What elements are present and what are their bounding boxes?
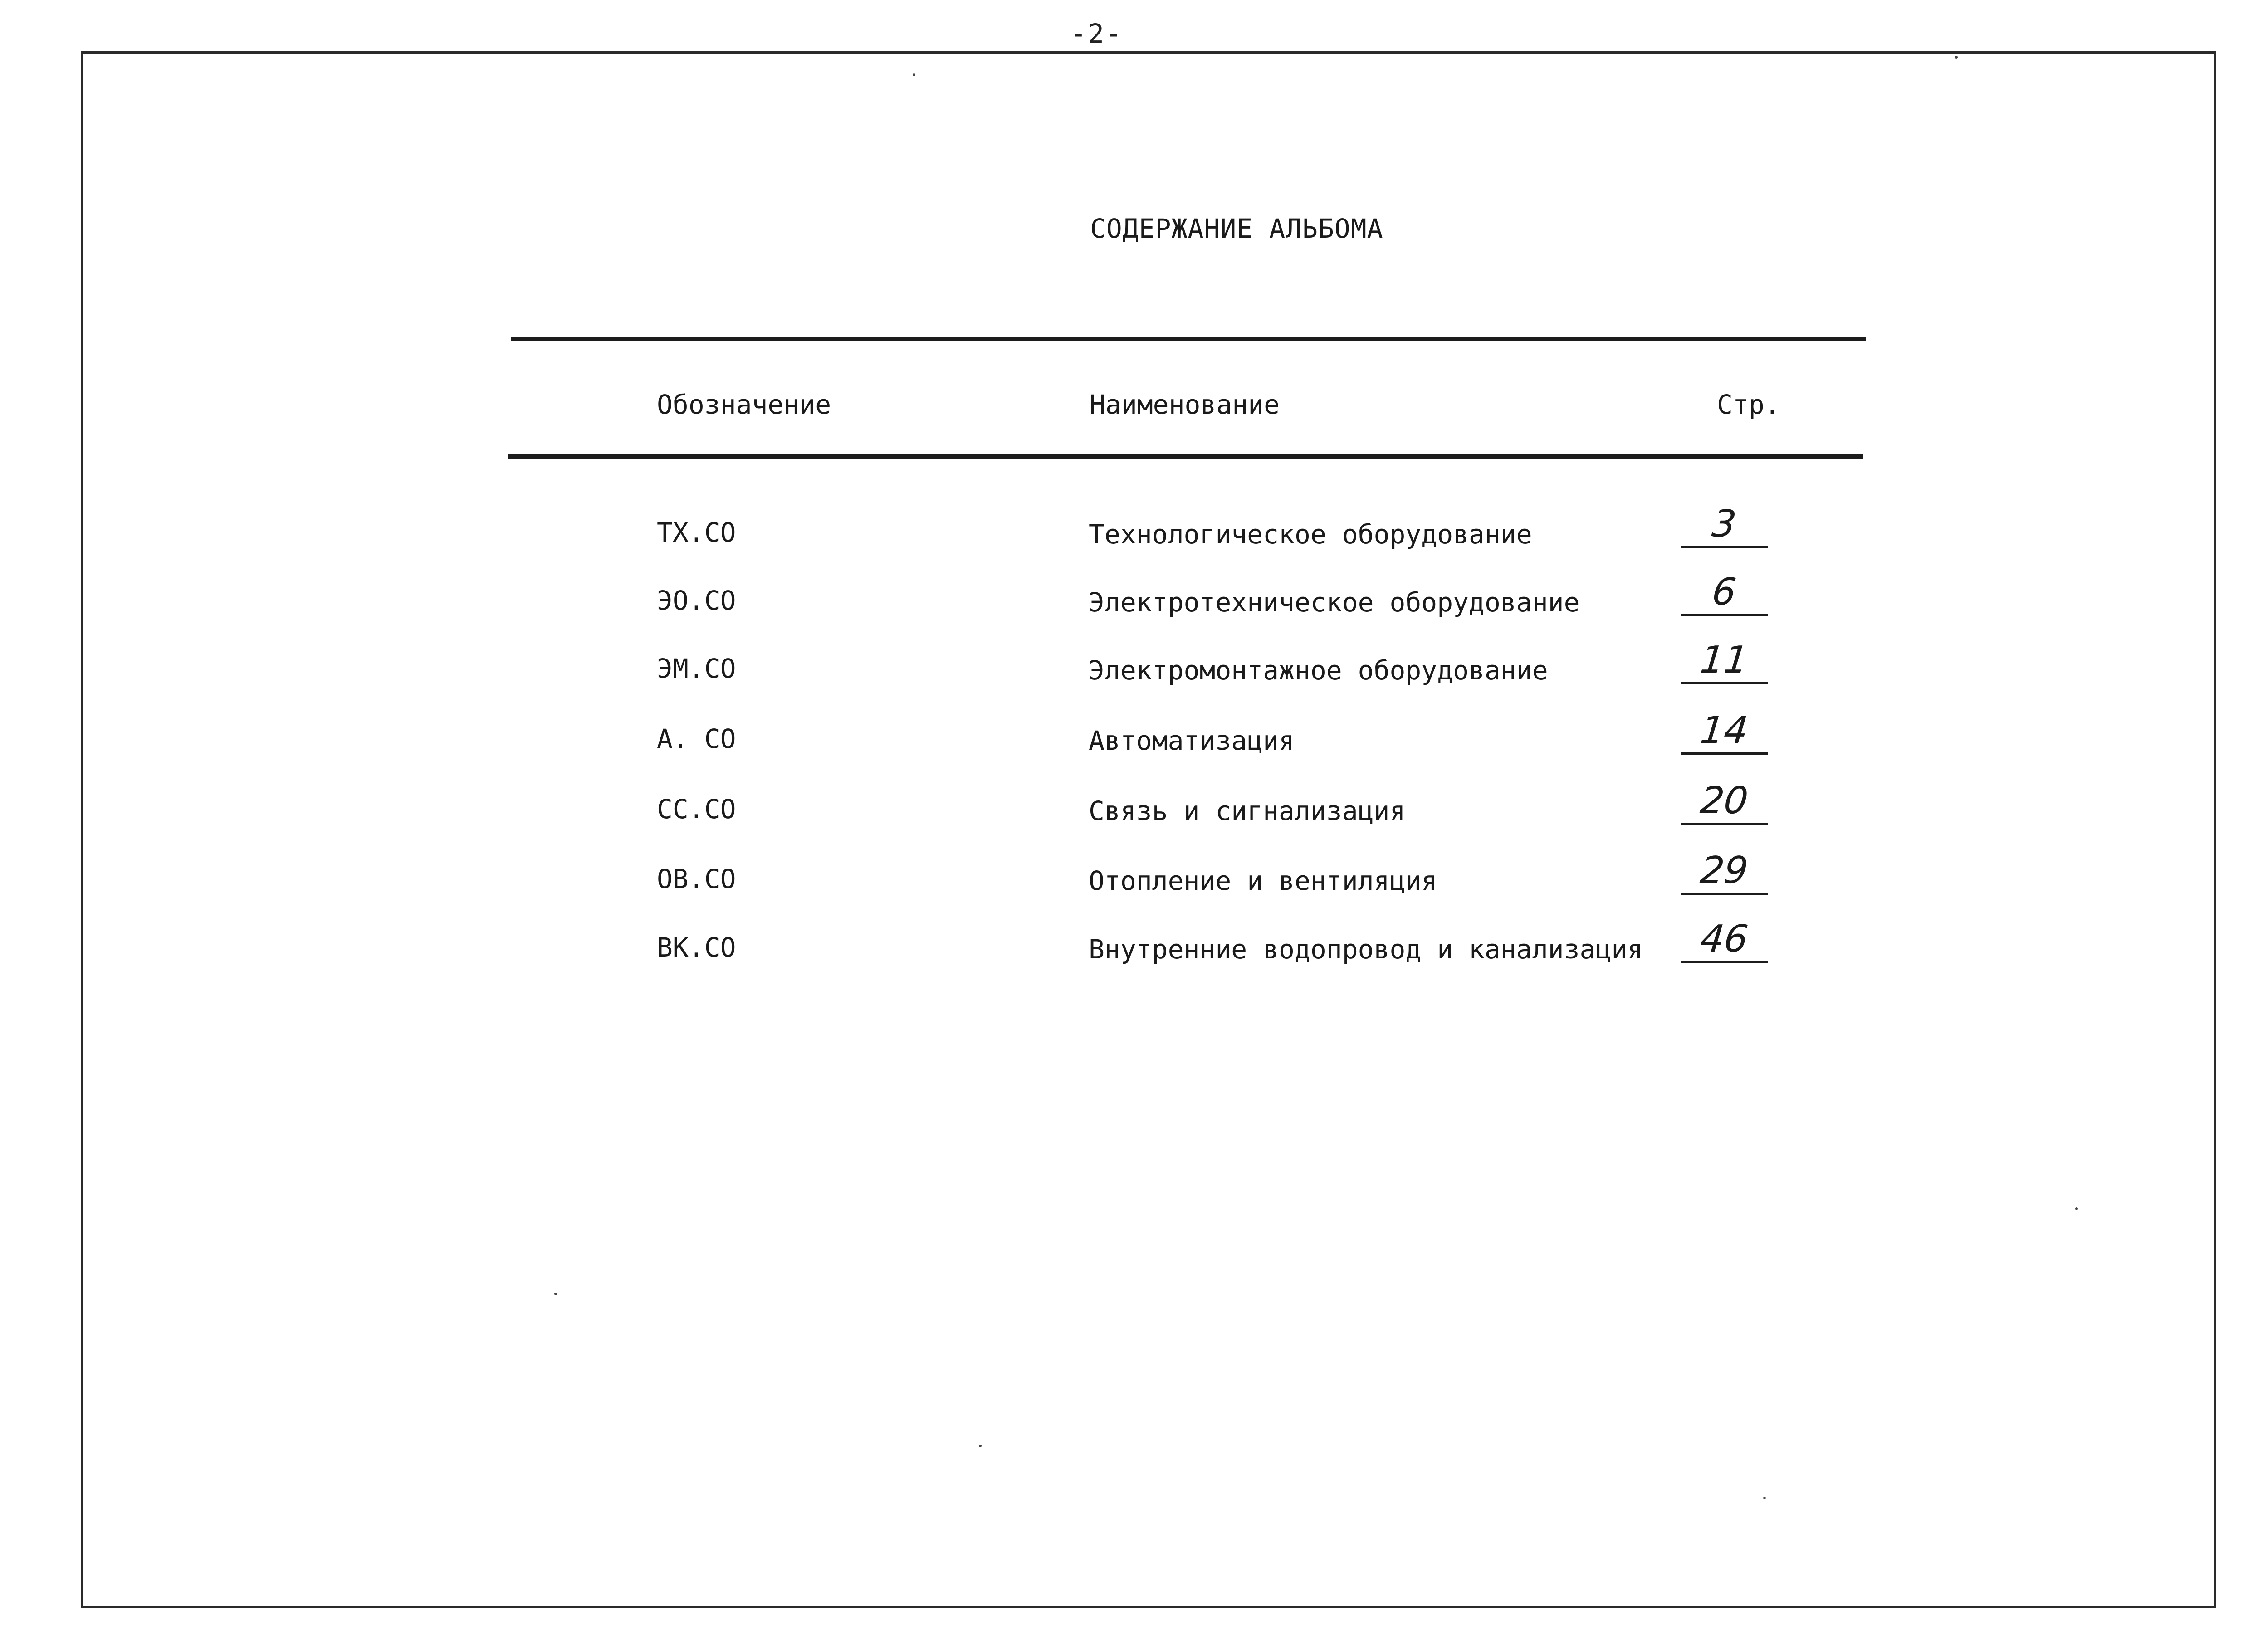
- row-code: СС.СО: [657, 794, 736, 825]
- row-name: Связь и сигнализация: [1089, 796, 1406, 826]
- row-name: Внутренние водопровод и канализация: [1089, 934, 1643, 965]
- page-underline: [1681, 893, 1768, 895]
- header-name: Наименование: [1090, 389, 1280, 420]
- row-page: 14: [1698, 709, 1750, 752]
- row-page: 6: [1710, 571, 1739, 614]
- page-underline: [1681, 546, 1768, 548]
- page-underline: [1681, 823, 1768, 825]
- row-page: 46: [1698, 918, 1750, 961]
- scan-speck: [979, 1445, 982, 1447]
- row-code: ЭО.СО: [657, 585, 736, 616]
- table-top-rule: [511, 337, 1866, 341]
- table-header-rule: [508, 454, 1863, 459]
- scan-speck: [1763, 1497, 1766, 1499]
- row-code: ВК.СО: [657, 932, 736, 963]
- scan-speck: [2075, 1207, 2078, 1210]
- page-underline: [1681, 961, 1768, 963]
- scan-speck: [1955, 56, 1958, 59]
- header-page: Стр.: [1717, 389, 1780, 420]
- row-name: Электротехническое оборудование: [1089, 587, 1580, 618]
- row-name: Электромонтажное оборудование: [1089, 655, 1548, 686]
- table-row: [0, 503, 2268, 585]
- row-name: Автоматизация: [1089, 725, 1295, 756]
- page-underline: [1681, 682, 1768, 684]
- table-row: [0, 779, 2268, 862]
- page-number: -2-: [1070, 18, 1124, 49]
- row-page: 11: [1698, 639, 1750, 682]
- row-code: ЭМ.СО: [657, 653, 736, 684]
- row-page: 29: [1698, 849, 1750, 892]
- page-underline: [1681, 752, 1768, 755]
- row-name: Технологическое оборудование: [1089, 519, 1532, 550]
- table-row: [0, 639, 2268, 721]
- table-row: [0, 571, 2268, 653]
- document-title: СОДЕРЖАНИЕ АЛЬБОМА: [1090, 213, 1383, 244]
- row-code: ТХ.СО: [657, 517, 736, 548]
- table-row: [0, 918, 2268, 1000]
- scan-speck: [554, 1293, 557, 1295]
- header-designation: Обозначение: [657, 389, 831, 420]
- row-page: 3: [1710, 503, 1739, 546]
- row-name: Отопление и вентиляция: [1089, 865, 1437, 896]
- row-code: ОВ.СО: [657, 864, 736, 894]
- page-underline: [1681, 614, 1768, 616]
- table-row: [0, 709, 2268, 791]
- row-code: А. СО: [657, 723, 736, 754]
- table-row: [0, 849, 2268, 932]
- row-page: 20: [1698, 779, 1750, 822]
- scan-speck: [913, 73, 915, 76]
